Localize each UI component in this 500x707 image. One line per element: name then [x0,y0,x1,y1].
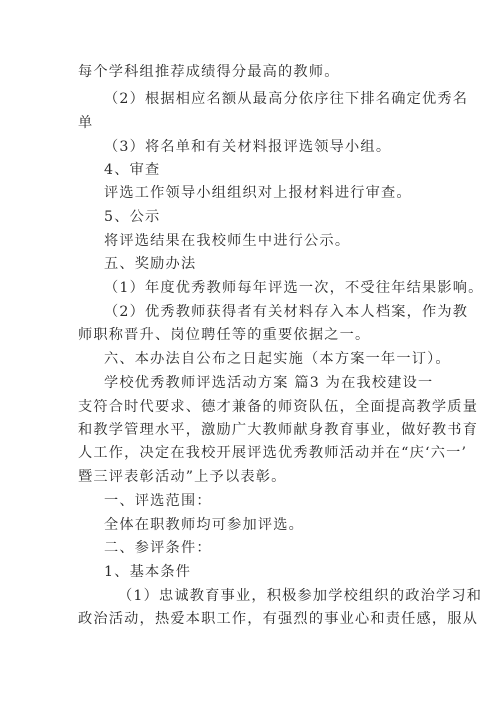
text-line: 和教学管理水平，激励广大教师献身教育事业，做好教书育 [78,422,479,438]
section-heading: 二、参评条件： [104,540,212,556]
section-heading: 1、基本条件 [104,564,192,580]
text-line: 将评选结果在我校师生中进行公示。 [104,233,351,249]
text-line: （1）年度优秀教师每年评选一次，不受往年结果影响。 [104,280,484,296]
text-line: 每个学科组推荐成绩得分最高的教师。 [78,64,340,80]
text-line: （3）将名单和有关材料报评选领导小组。 [104,139,392,155]
section-heading: 五、奖励办法 [104,256,197,272]
text-line: 师职称晋升、岗位聘任等的重要依据之一。 [78,327,371,343]
text-line: 评选工作领导小组组织对上报材料进行审查。 [104,185,412,201]
text-line: （2）根据相应名额从最高分依序往下排名确定优秀名 [104,91,469,107]
text-line: 单 [78,115,94,131]
text-line: 支符合时代要求、德才兼备的师资队伍，全面提高教学质量 [78,399,479,415]
text-line: 全体在职教师均可参加评选。 [104,517,305,533]
text-line: 六、本办法自公布之日起实施（本方案一年一订）。 [104,351,451,367]
text-line: 政治活动，热爱本职工作，有强烈的事业心和责任感，服从 [78,611,479,627]
text-line: （2）优秀教师获得者有关材料存入本人档案，作为教 [104,304,469,320]
section-heading: 5、公示 [104,209,161,225]
text-line: 人工作，决定在我校开展评选优秀教师活动并在“庆‘六一’ [78,445,468,461]
text-line: 暨三评表彰活动”上予以表彰。 [78,469,287,485]
section-heading: 一、评选范围： [104,493,212,509]
section-heading: 4、审查 [104,162,161,178]
article-title-line: 学校优秀教师评选活动方案 篇3 为在我校建设一 [104,375,434,391]
text-line: （1）忠诚教育事业，积极参加学校组织的政治学习和 [118,588,483,604]
